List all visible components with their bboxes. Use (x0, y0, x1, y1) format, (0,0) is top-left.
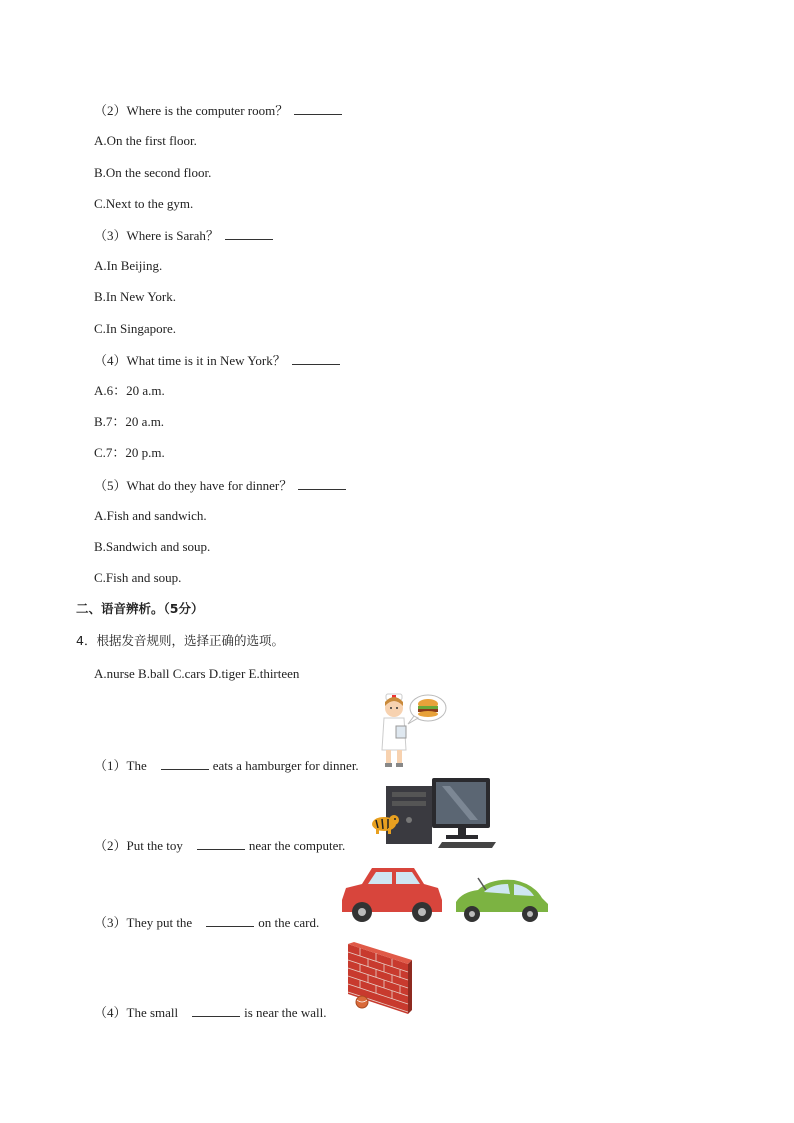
option: B.On the second floor. (94, 165, 212, 180)
option: A.On the first floor. (94, 133, 197, 148)
option: C.Next to the gym. (94, 196, 194, 211)
option: A.Fish and sandwich. (94, 508, 207, 523)
option: A.6：20 a.m. (94, 383, 165, 398)
cars-icon (338, 862, 552, 926)
wall-ball-icon (342, 942, 414, 1020)
answer-blank[interactable] (292, 352, 340, 365)
computer-tiger-icon (370, 776, 500, 850)
option: C.7：20 p.m. (94, 445, 165, 460)
fill-item-4: （4）The small is near the wall. (94, 1005, 327, 1020)
choice-list: A.nurse B.ball C.cars D.tiger E.thirteen (94, 666, 300, 681)
answer-blank[interactable] (298, 477, 346, 490)
question-stem: （2）Where is the computer room？ (94, 102, 342, 119)
answer-blank[interactable] (225, 227, 273, 240)
answer-blank[interactable] (206, 914, 254, 927)
question-stem: （4）What time is it in New York？ (94, 352, 340, 369)
section-heading: 二、语音辨析。（5分） (76, 601, 204, 616)
option: B.Sandwich and soup. (94, 539, 211, 554)
option: B.7：20 a.m. (94, 414, 165, 429)
answer-blank[interactable] (161, 757, 209, 770)
answer-blank[interactable] (192, 1004, 240, 1017)
option: B.In New York. (94, 289, 176, 304)
question-stem: （3）Where is Sarah？ (94, 227, 273, 244)
nurse-hamburger-icon (376, 688, 448, 770)
answer-blank[interactable] (294, 102, 342, 115)
option: C.In Singapore. (94, 321, 176, 336)
section-instruction: 4．根据发音规则，选择正确的选项。 (76, 633, 284, 648)
answer-blank[interactable] (197, 837, 245, 850)
fill-item-2: （2）Put the toy near the computer. (94, 838, 346, 853)
fill-item-3: （3）They put the on the card. (94, 915, 320, 930)
option: C.Fish and soup. (94, 570, 182, 585)
fill-item-1: （1）The eats a hamburger for dinner. (94, 758, 359, 773)
option: A.In Beijing. (94, 258, 163, 273)
question-stem: （5）What do they have for dinner？ (94, 477, 346, 494)
